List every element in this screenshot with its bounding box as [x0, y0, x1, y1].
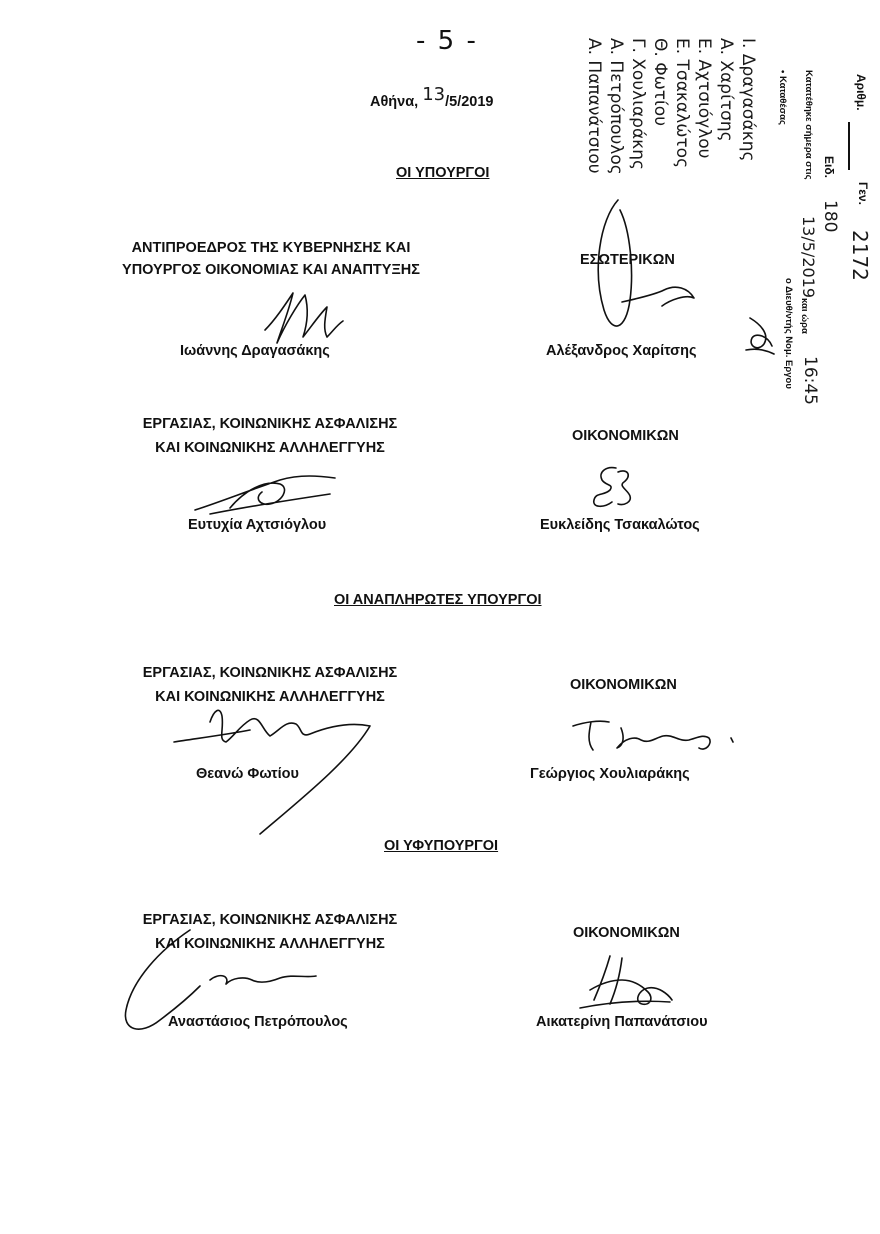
name-chouliarakis: Γεώργιος Χουλιαράκης	[530, 766, 690, 782]
vice-president-title	[96, 240, 446, 278]
title-line: ΕΡΓΑΣΙΑΣ, ΚΟΙΝΩΝΙΚΗΣ ΑΣΦΑΛΙΣΗΣ	[142, 416, 398, 432]
stamp-gen-label: Γεν.	[856, 182, 870, 205]
date-day-handwritten: 13	[422, 84, 446, 105]
stamp-director-label: ο Διευθ/ντής Νομ. Εργου	[783, 278, 794, 389]
title-line: ΕΡΓΑΣΙΑΣ, ΚΟΙΝΩΝΙΚΗΣ ΑΣΦΑΛΙΣΗΣ	[142, 912, 398, 928]
stamp-arith-label: Αριθμ.	[854, 74, 868, 111]
handwritten-list-item: Γ. Χουλιαράκης	[628, 38, 648, 170]
interior-title: ΕΣΩΤΕΡΙΚΩΝ	[580, 252, 675, 268]
name-tsakalotos: Ευκλείδης Τσακαλώτος	[540, 517, 700, 533]
title-line: ΚΑΙ ΚΟΙΝΩΝΙΚΗΣ ΑΛΛΗΛΕΓΓΥΗΣ	[155, 689, 385, 705]
handwritten-list-item: Α. Χαρίτσης	[716, 38, 736, 142]
signature-achtsioglou	[190, 470, 340, 520]
ministers-heading: ΟΙ ΥΠΟΥΡΓΟΙ	[396, 165, 490, 181]
name-dragasakis: Ιωάννης Δραγασάκης	[180, 343, 330, 359]
deputy-finance-title: ΟΙΚΟΝΟΜΙΚΩΝ	[573, 925, 680, 941]
name-charitsis: Αλέξανδρος Χαρίτσης	[546, 343, 697, 359]
handwritten-list-item: Θ. Φωτίου	[650, 38, 670, 127]
signature-chouliarakis	[565, 708, 745, 758]
name-petropoulos: Αναστάσιος Πετρόπουλος	[168, 1014, 348, 1030]
handwritten-list-item: Α. Παπανάτσιου	[584, 38, 604, 174]
handwritten-list-item: Ε. Τσακαλώτος	[672, 38, 692, 169]
stamp-depositor-label: • Καταθέσας	[777, 70, 788, 125]
title-line: ΕΡΓΑΣΙΑΣ, ΚΟΙΝΩΝΙΚΗΣ ΑΣΦΑΛΙΣΗΣ	[142, 665, 398, 681]
date-suffix: /5/2019	[445, 94, 494, 110]
handwritten-list-item: Α. Πετρόπουλος	[606, 38, 626, 175]
stamp-time-label: και ώρα	[799, 298, 810, 334]
title-line: ΥΠΟΥΡΓΟΣ ΟΙΚΟΝΟΜΙΑΣ ΚΑΙ ΑΝΑΠΤΥΞΗΣ	[122, 262, 420, 278]
stamp-initials-signature	[740, 310, 780, 360]
signature-tsakalotos	[588, 462, 638, 512]
stamp-gen-value: 2172	[848, 230, 872, 281]
title-line: ΚΑΙ ΚΟΙΝΩΝΙΚΗΣ ΑΛΛΗΛΕΓΓΥΗΣ	[155, 440, 385, 456]
deputy-ministers-heading: ΟΙ ΥΦΥΠΟΥΡΓΟΙ	[384, 838, 499, 854]
signature-papanatsiou	[570, 950, 680, 1020]
page-number: - 5 -	[416, 26, 478, 56]
name-fotiou: Θεανώ Φωτίου	[196, 766, 299, 782]
alt-finance-title: ΟΙΚΟΝΟΜΙΚΩΝ	[570, 677, 677, 693]
alt-labour-title	[110, 665, 430, 705]
handwritten-list-item: Ε. Αχτσιόγλου	[694, 38, 714, 159]
stamp-deposited-value: 13/5/2019	[799, 216, 818, 299]
labour-title	[110, 416, 430, 456]
handwritten-list-item: Ι. Δραγασάκης	[738, 38, 758, 162]
finance-title: ΟΙΚΟΝΟΜΙΚΩΝ	[572, 428, 679, 444]
stamp-divider	[848, 122, 850, 170]
name-achtsioglou: Ευτυχία Αχτσιόγλου	[188, 517, 327, 533]
title-line: ΚΑΙ ΚΟΙΝΩΝΙΚΗΣ ΑΛΛΗΛΕΓΓΥΗΣ	[155, 936, 385, 952]
filing-stamp	[762, 60, 872, 440]
date-prefix: Αθήνα,	[370, 94, 423, 110]
alternate-ministers-heading: ΟΙ ΑΝΑΠΛΗΡΩΤΕΣ ΥΠΟΥΡΓΟΙ	[334, 592, 542, 608]
date-line	[370, 84, 494, 111]
stamp-eid-label: Ειδ.	[822, 156, 836, 178]
stamp-eid-value: 180	[820, 200, 840, 233]
handwritten-signatories-list	[584, 38, 758, 238]
stamp-deposited-label: Κατατέθηκε σήμερα στις	[803, 70, 814, 180]
stamp-time-value: 16:45	[800, 356, 820, 405]
name-papanatsiou: Αικατερίνη Παπανάτσιου	[536, 1014, 708, 1030]
title-line: ΑΝΤΙΠΡΟΕΔΡΟΣ ΤΗΣ ΚΥΒΕΡΝΗΣΗΣ ΚΑΙ	[131, 240, 411, 256]
signature-petropoulos	[120, 920, 340, 1050]
